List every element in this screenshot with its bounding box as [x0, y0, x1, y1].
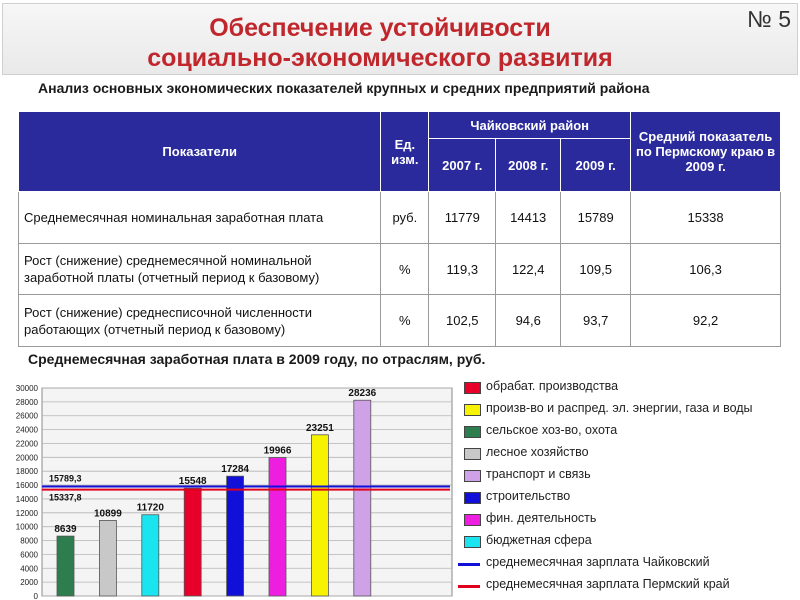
legend-swatch	[464, 404, 481, 416]
bar	[142, 515, 159, 596]
y-tick-label: 10000	[15, 522, 38, 532]
legend-line-swatch	[458, 563, 480, 566]
y-tick-label: 6000	[20, 550, 38, 560]
legend-label: сельское хоз-во, охота	[486, 423, 618, 437]
bar	[227, 476, 244, 596]
header-year: 2009 г.	[561, 139, 631, 192]
bar-value-label: 23251	[305, 422, 334, 434]
bar-value-label: 28236	[348, 388, 377, 400]
title-box	[2, 3, 798, 75]
bar-value-label: 11720	[136, 502, 164, 514]
legend-swatch	[464, 426, 481, 438]
y-tick-label: 18000	[15, 467, 38, 477]
row-name: Рост (снижение) среднемесячной номинальной заработной платы (отчетный период к базовому)	[19, 244, 381, 295]
legend-label: лесное хозяйство	[486, 445, 589, 459]
y-tick-label: 4000	[20, 564, 38, 574]
row-value-2007: 119,3	[429, 244, 496, 295]
bar	[184, 488, 201, 596]
legend-label: среднемесячная зарплата Пермский край	[486, 577, 730, 591]
row-value-2009: 93,7	[561, 295, 631, 347]
header-district: Чайковский район	[429, 112, 631, 139]
legend-swatch	[464, 382, 481, 394]
header-year: 2007 г.	[429, 139, 496, 192]
row-value-2007: 102,5	[429, 295, 496, 347]
row-unit: %	[381, 295, 429, 347]
slide-title-line2: социально-экономического развития	[147, 44, 613, 72]
y-tick-label: 0	[33, 592, 38, 600]
bar	[354, 400, 371, 596]
table-subtitle: Анализ основных экономических показателей крупных и средних предприятий района	[38, 80, 650, 96]
row-value-avg: 92,2	[631, 295, 781, 347]
header-year: 2008 г.	[496, 139, 561, 192]
chart-title: Среднемесячная заработная плата в 2009 году, по отраслям, руб.	[28, 351, 486, 367]
legend-line-swatch	[458, 585, 480, 588]
y-tick-label: 16000	[15, 481, 38, 491]
y-tick-label: 14000	[15, 494, 38, 504]
header-unit: Ед. изм.	[381, 112, 429, 192]
legend-swatch	[464, 492, 481, 504]
y-tick-label: 22000	[15, 439, 38, 449]
legend-label: обрабат. производства	[486, 379, 619, 393]
table-row	[19, 244, 781, 295]
legend-swatch	[464, 448, 481, 460]
bar	[311, 435, 328, 596]
legend-swatch	[464, 514, 481, 526]
header-average: Средний показатель по Пермскому краю в 2009 г.	[631, 112, 781, 192]
row-value-2009: 109,5	[561, 244, 631, 295]
table-row	[19, 295, 781, 347]
row-value-2009: 15789	[561, 192, 631, 244]
table-row	[19, 192, 781, 244]
row-value-avg: 15338	[631, 192, 781, 244]
y-tick-label: 26000	[15, 411, 38, 421]
row-name: Среднемесячная номинальная заработная плата	[19, 192, 381, 244]
y-tick-label: 30000	[15, 384, 38, 393]
reference-line-label: 15337,8	[49, 492, 82, 503]
y-tick-label: 12000	[15, 508, 38, 518]
legend-label: строительство	[486, 489, 571, 503]
legend-label: транспорт и связь	[486, 467, 591, 481]
reference-line-label: 15789,3	[49, 473, 82, 484]
header-indicator: Показатели	[19, 112, 381, 192]
bar-value-label: 15548	[178, 476, 207, 488]
row-name: Рост (снижение) среднесписочной численности работающих (отчетный период к базовому)	[19, 295, 381, 347]
y-tick-label: 2000	[20, 578, 38, 588]
y-tick-label: 8000	[20, 536, 38, 546]
y-tick-label: 28000	[15, 397, 38, 407]
bar	[269, 458, 286, 596]
bar	[99, 520, 116, 596]
legend-label: произв-во и распред. эл. энергии, газа и воды	[486, 401, 753, 415]
indicators-table	[18, 111, 781, 347]
bar-value-label: 10899	[93, 508, 122, 520]
row-value-2008: 122,4	[496, 244, 561, 295]
slide-number: № 5	[747, 6, 791, 32]
row-value-2008: 14413	[496, 192, 561, 244]
row-value-2008: 94,6	[496, 295, 561, 347]
y-tick-label: 20000	[15, 453, 38, 463]
legend-label: среднемесячная зарплата Чайковский	[486, 555, 710, 569]
bar	[57, 536, 74, 596]
y-tick-label: 24000	[15, 425, 38, 435]
salary-bar-chart	[0, 378, 456, 600]
bar-value-label: 17284	[221, 464, 250, 476]
legend-label: бюджетная сфера	[486, 533, 592, 547]
bar-value-label: 8639	[54, 524, 77, 536]
legend-swatch	[464, 470, 481, 482]
row-unit: руб.	[381, 192, 429, 244]
row-value-avg: 106,3	[631, 244, 781, 295]
slide-title-line1: Обеспечение устойчивости	[209, 14, 551, 42]
row-value-2007: 11779	[429, 192, 496, 244]
bar-value-label: 19966	[263, 445, 292, 457]
legend-swatch	[464, 536, 481, 548]
row-unit: %	[381, 244, 429, 295]
legend-label: фин. деятельность	[486, 511, 597, 525]
